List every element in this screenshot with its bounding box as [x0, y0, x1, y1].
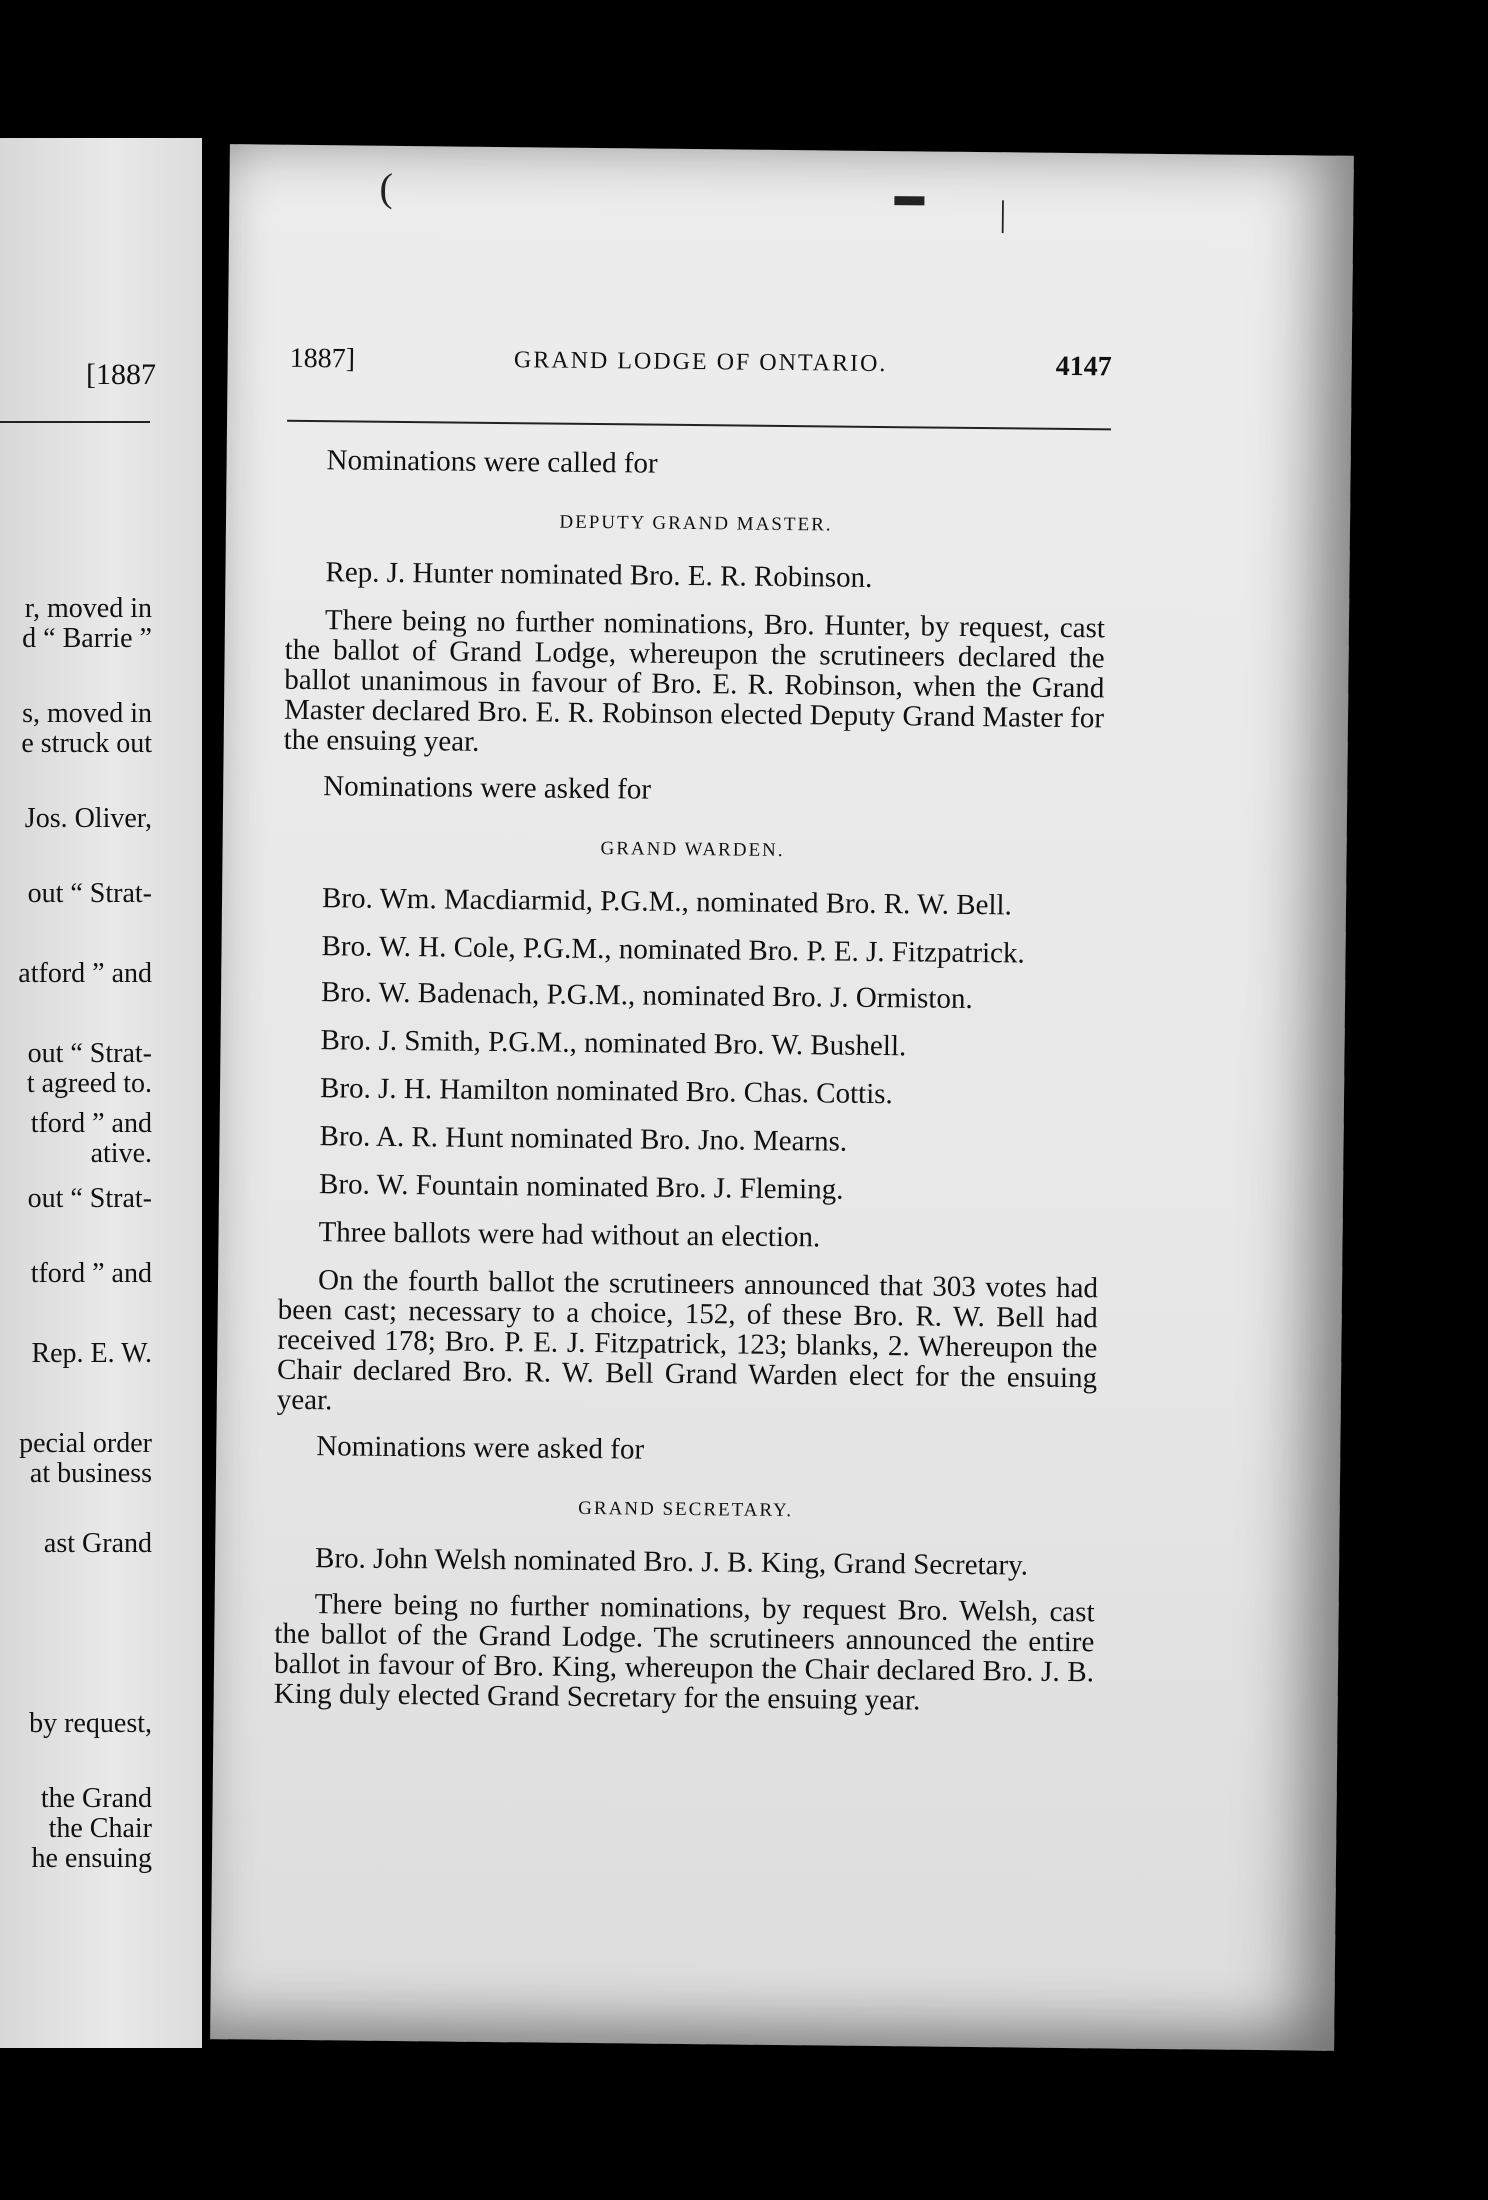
previous-page-line: Rep. E. W.: [31, 1338, 152, 1369]
paragraph: Rep. J. Hunter nominated Bro. E. R. Robinson.: [325, 556, 873, 594]
previous-page-line: the Grand: [40, 1783, 152, 1814]
previous-page-rule: [0, 421, 150, 423]
previous-page-line: d “ Barrie ”: [22, 623, 152, 654]
previous-page-line: by request,: [29, 1708, 152, 1739]
previous-page-line: atford ” and: [18, 958, 152, 989]
document-page: [210, 144, 1354, 2051]
paragraph: Bro. A. R. Hunt nominated Bro. Jno. Mearns.: [319, 1120, 848, 1158]
previous-page-line: s, moved in: [22, 698, 152, 729]
previous-page-line: t agreed to.: [26, 1068, 152, 1099]
paragraph: There being no further nominations, Bro. Hunter, by request, cast the ballot of Grand Lodge, whereupon the scrutineers declared the ballot unanimous in favour of Bro. E. R. Robinson, when the Grand Master declared Bro. E. R. Robinson elected Deputy Grand Master for the ensuing year.: [283, 604, 1106, 758]
running-header: [289, 343, 1111, 392]
paragraph: Nominations were asked for: [323, 770, 652, 806]
paragraph: Bro. John Welsh nominated Bro. J. B. King, Grand Secretary.: [314, 1542, 1029, 1582]
paragraph: There being no further nominations, by request Bro. Welsh, cast the ballot of the Grand Lodge. The scrutineers announced the entire ballot in favour of Bro. King, whereupon the Chair declared Bro. J. B. King duly elected Grand Secretary for the ensuing year.: [273, 1588, 1095, 1717]
section-heading: GRAND SECRETARY.: [578, 1497, 794, 1522]
previous-page-line: ative.: [90, 1138, 152, 1169]
previous-page-line: out “ Strat-: [27, 1038, 152, 1069]
paragraph: Bro. J. Smith, P.G.M., nominated Bro. W. Bushell.: [320, 1024, 907, 1063]
paragraph: Three ballots were had without an election.: [318, 1216, 821, 1254]
scan-mark: ▬: [894, 179, 925, 213]
paragraph: Bro. J. H. Hamilton nominated Bro. Chas. Cottis.: [319, 1072, 893, 1111]
scan-mark: |: [999, 193, 1007, 234]
previous-page-line: tford ” and: [30, 1108, 152, 1139]
page-number: 4147: [1055, 350, 1112, 383]
paragraph: Bro. W. Fountain nominated Bro. J. Fleming.: [318, 1168, 844, 1206]
previous-page-line: r, moved in: [24, 593, 152, 624]
previous-page-line: Jos. Oliver,: [24, 803, 152, 834]
paragraph: Nominations were asked for: [316, 1430, 645, 1466]
section-heading: DEPUTY GRAND MASTER.: [559, 511, 833, 536]
paragraph: Bro. W. Badenach, P.G.M., nominated Bro. J. Ormiston.: [320, 976, 973, 1015]
previous-page-line: out “ Strat-: [27, 1183, 152, 1214]
previous-page-line: tford ” and: [30, 1258, 152, 1289]
section-heading: GRAND WARDEN.: [600, 838, 785, 862]
header-rule: [287, 420, 1111, 431]
paragraph: Bro. W. H. Cole, P.G.M., nominated Bro. P. E. J. Fitzpatrick.: [321, 930, 1025, 970]
paragraph: Bro. Wm. Macdiarmid, P.G.M., nominated Bro. R. W. Bell.: [321, 882, 1013, 922]
paragraph: Nominations were called for: [326, 444, 658, 480]
previous-page-line: ast Grand: [43, 1528, 152, 1559]
previous-page-fragment: [0, 138, 202, 2048]
previous-page-line: e struck out: [21, 728, 152, 759]
previous-page-line: out “ Strat-: [27, 878, 152, 909]
scan-mark: (: [379, 164, 394, 210]
previous-page-line: the Chair: [48, 1813, 152, 1844]
previous-page-line: pecial order: [19, 1428, 152, 1459]
header-year: 1887]: [289, 342, 356, 375]
header-title: GRAND LODGE OF ONTARIO.: [513, 347, 888, 378]
body-text: [273, 445, 1106, 1734]
previous-page-header: [1887: [86, 358, 156, 391]
previous-page-line: at business: [29, 1458, 152, 1489]
paragraph: On the fourth ballot the scrutineers announced that 303 votes had been cast; necessary to a choice, 152, of these Bro. R. W. Bell had received 178; Bro. P. E. J. Fitzpatrick, 123; blanks, 2. Whereupon the Chair declared Bro. R. W. Bell Grand Warden elect for the ensuing year.: [276, 1264, 1099, 1417]
previous-page-line: he ensuing: [31, 1843, 152, 1874]
